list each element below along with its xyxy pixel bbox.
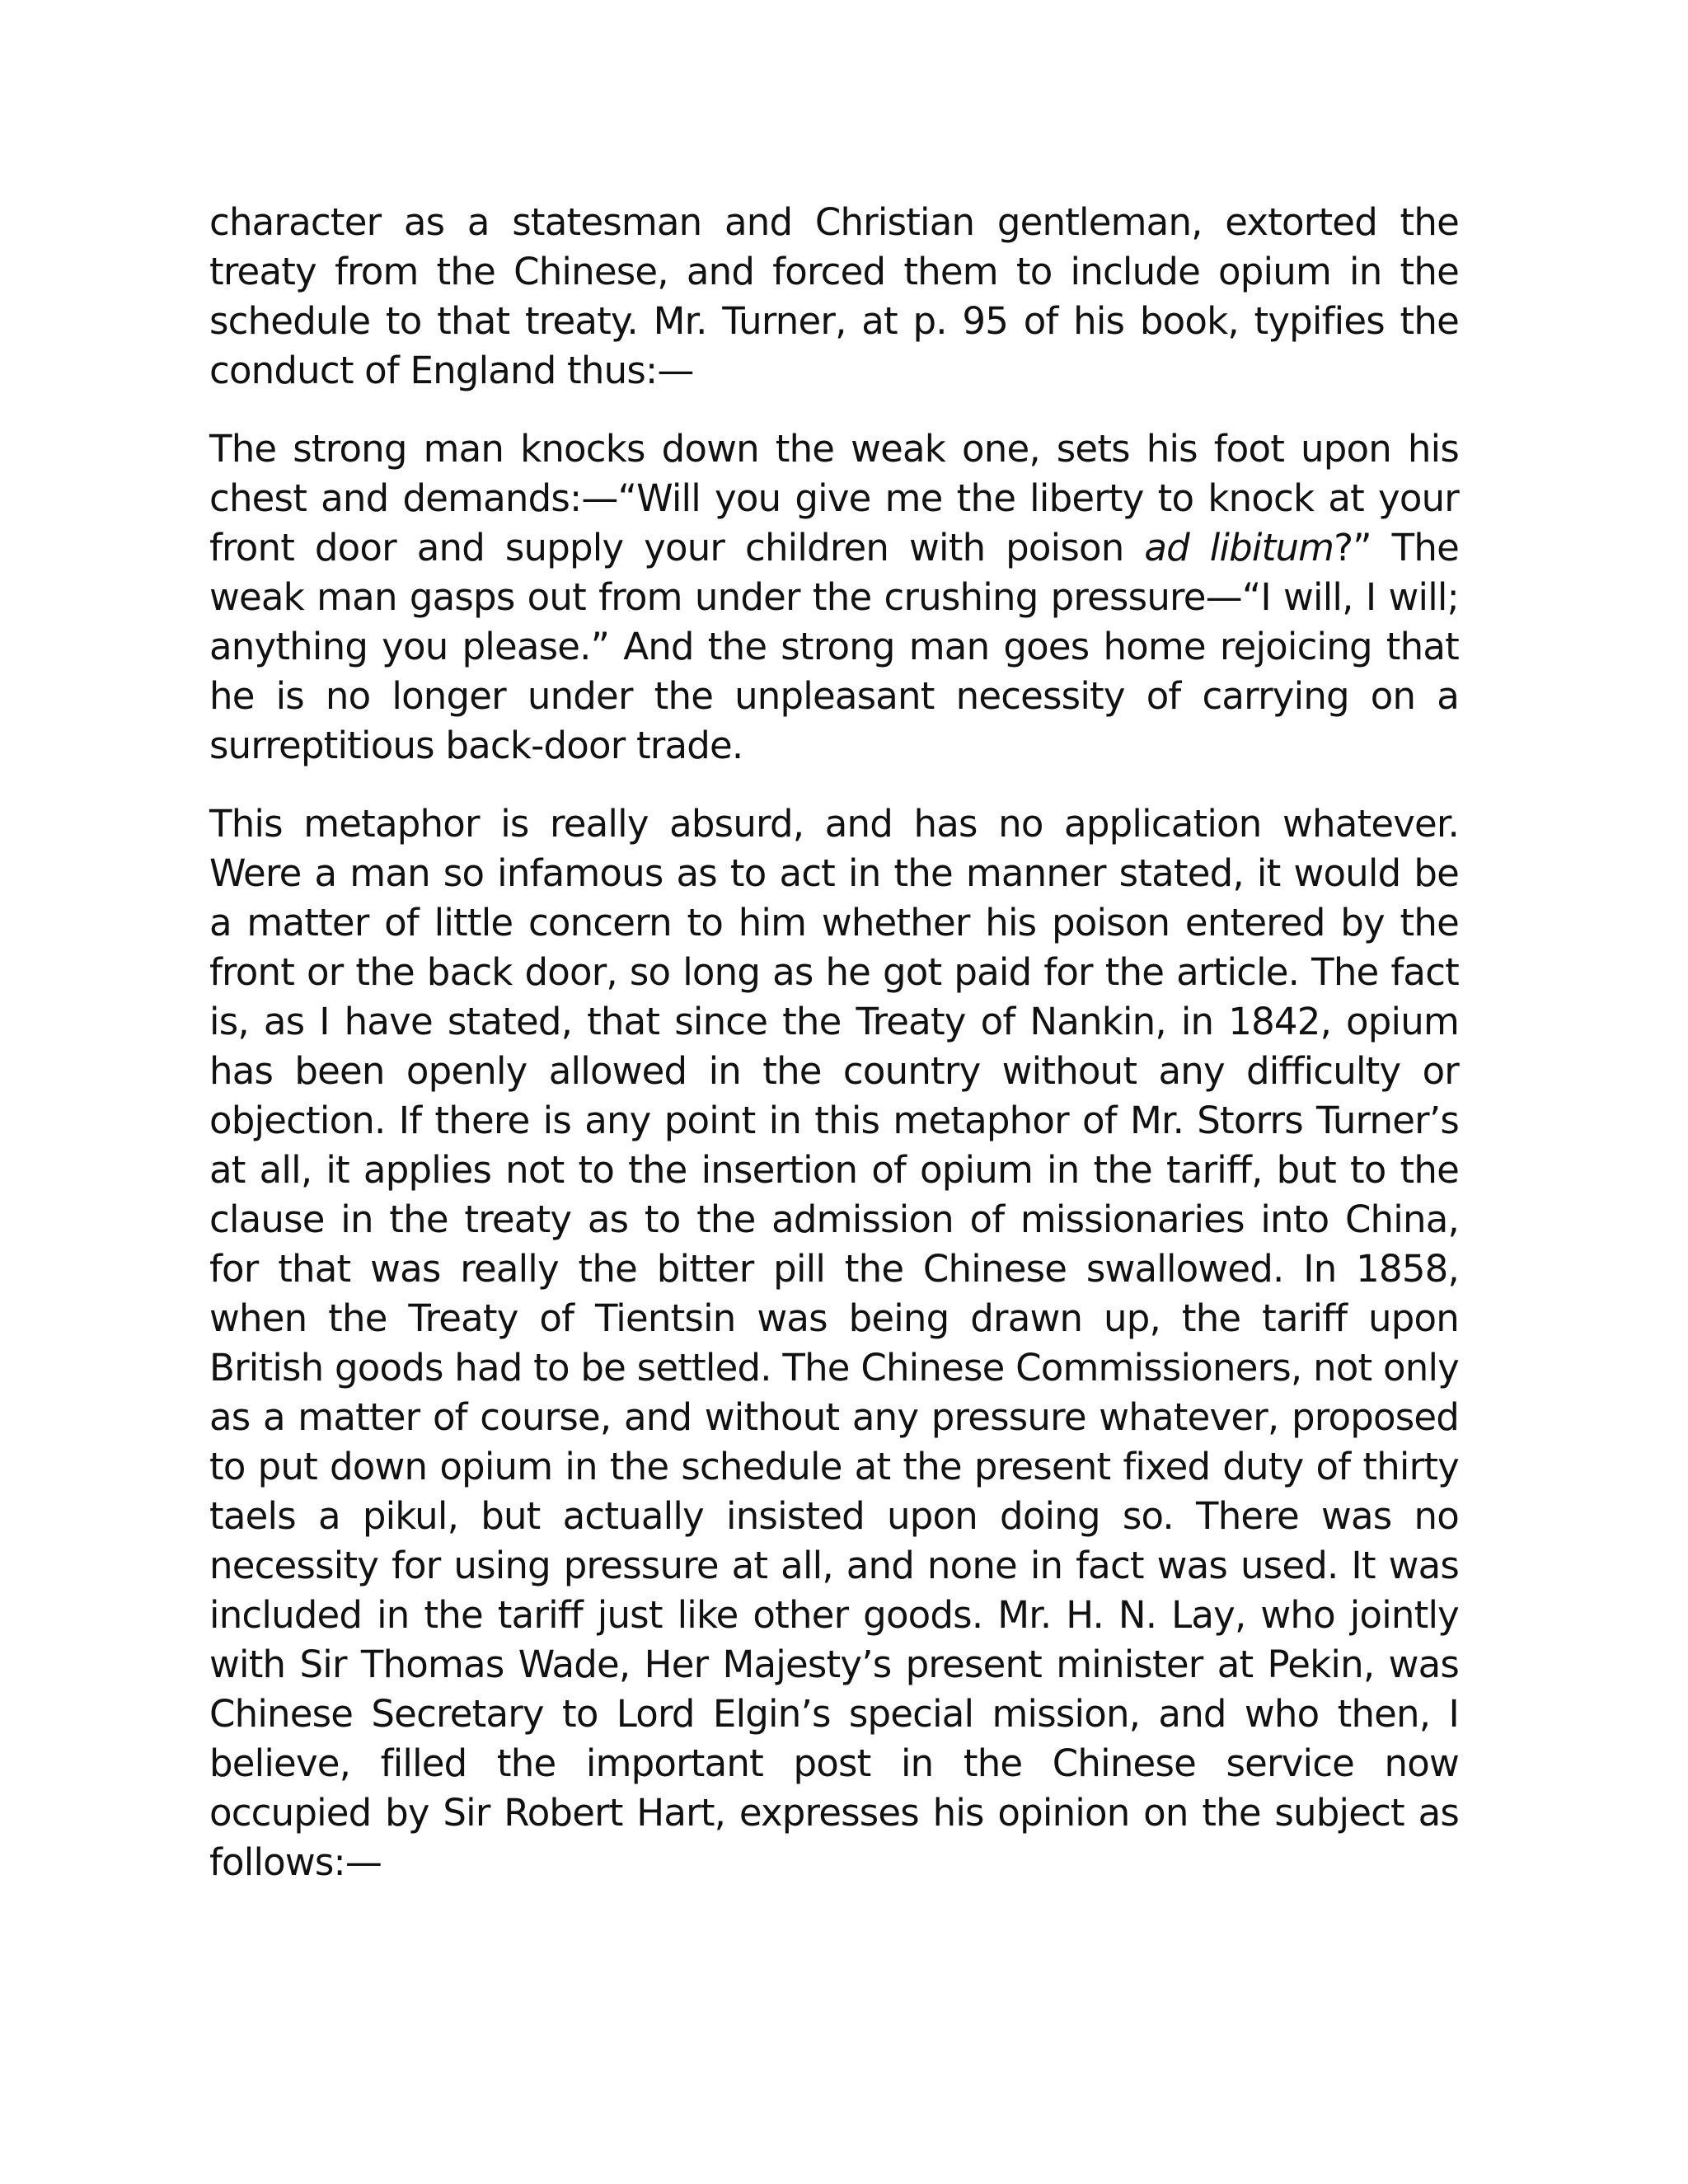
paragraph-2-quotation <box>209 424 1459 771</box>
paragraph-3 <box>209 799 1459 1887</box>
paragraph-1 <box>209 198 1459 396</box>
paragraph-2-italic-phrase: ad libitum <box>1144 526 1334 569</box>
paragraph-1-text: character as a statesman and Christian gentleman, extorted the treaty from the Chinese, and forced them to include opium in the schedule to that treaty. Mr. Turner, at p. 95 of his book, typifies the conduct of England thus:— <box>209 200 1459 392</box>
paragraph-3-text: This metaphor is really absurd, and has no application whatever. Were a man so infamous as to act in the manner stated, it would be a matter of little concern to him whether his poison entered by the front or the back door, so long as he got paid for the article. The fact is, as I have stated, that since the Treaty of Nankin, in 1842, opium has been openly allowed in the country without any difficulty or objection. If there is any point in this metaphor of Mr. Storrs Turner’s at all, it applies not to the insertion of opium in the tariff, but to the clause in the treaty as to the admission of missionaries into China, for that was really the bitter pill the Chinese swallowed. In 1858, when the Treaty of Tientsin was being drawn up, the tariff upon British goods had to be settled. The Chinese Commissioners, not only as a matter of course, and without any pressure whatever, proposed to put down opium in the schedule at the present fixed duty of thirty taels a pikul, but actually insisted upon doing so. There was no necessity for using pressure at all, and none in fact was used. It was included in the tariff just like other goods. Mr. H. N. Lay, who jointly with Sir Thomas Wade, Her Majesty’s present minister at Pekin, was Chinese Secretary to Lord Elgin’s special mission, and who then, I believe, filled the important post in the Chinese service now occupied by Sir Robert Hart, expresses his opinion on the subject as follows:— <box>209 802 1459 1884</box>
paragraph-2-text-start: The strong man knocks down the weak one, sets his foot upon his chest and demands:—“Will you give me the liberty to knock at your front door and supply your children with poison <box>209 427 1459 569</box>
page-body <box>209 198 1459 1887</box>
paragraph-2-text-end: ?” The weak man gasps out from under the crushing pressure—“I will, I will; anything you please.” And the strong man goes home rejoicing that he is no longer under the unpleasant necessity of carrying on a surreptitious back-door trade. <box>209 526 1459 767</box>
